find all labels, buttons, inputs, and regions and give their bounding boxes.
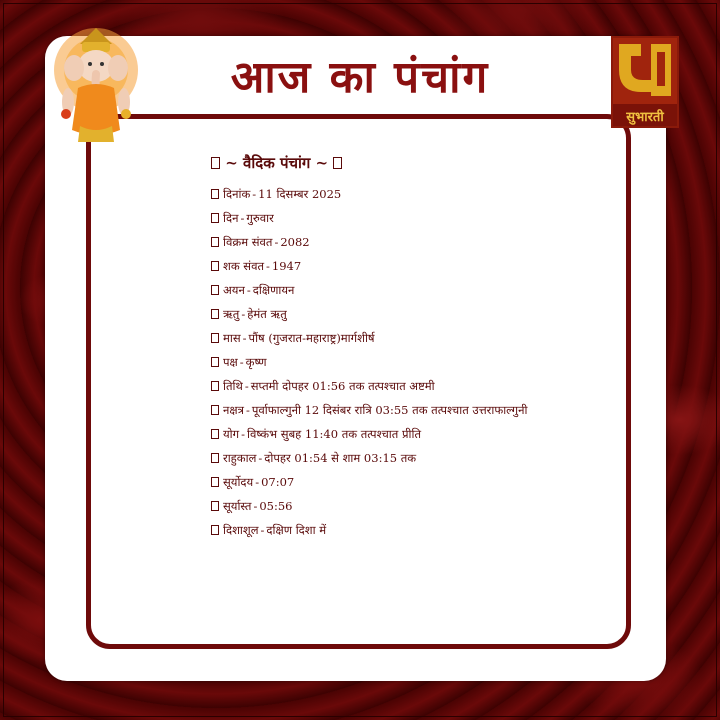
row-label: अयन (223, 283, 245, 297)
row-label: योग (223, 427, 240, 441)
row-separator: - (260, 523, 265, 537)
row-label: शक संवत (223, 259, 265, 273)
row-separator: - (255, 475, 260, 489)
row-label: तिथि (223, 379, 243, 393)
panchang-content (211, 152, 631, 542)
panchang-row (211, 182, 631, 206)
row-value: दक्षिणायन (252, 283, 295, 297)
bullet-icon (211, 381, 219, 391)
row-label: पक्ष (223, 355, 238, 369)
row-separator: - (266, 259, 270, 273)
bullet-icon (211, 405, 219, 415)
bullet-icon (211, 525, 219, 535)
row-value: गुरुवार (246, 211, 274, 225)
row-separator: - (253, 499, 258, 513)
bullet-icon (211, 453, 219, 463)
row-separator: - (240, 211, 245, 225)
row-label: सूर्यास्त (223, 499, 252, 513)
row-value: 1947 (271, 259, 302, 273)
panchang-row (211, 206, 631, 230)
panchang-row (211, 350, 631, 374)
row-label: दिनांक (223, 187, 251, 201)
bullet-icon (211, 213, 219, 223)
row-value: दोपहर 01:54 से शाम 03:15 तक (264, 451, 417, 465)
row-separator: - (246, 283, 251, 297)
row-value: पौंष (गुजरात-महाराष्ट्र)मार्गशीर्ष (248, 331, 375, 345)
bullet-icon (211, 285, 219, 295)
row-separator: - (242, 331, 247, 345)
panchang-row (211, 254, 631, 278)
panchang-row (211, 470, 631, 494)
panchang-row (211, 422, 631, 446)
ganesha-image (50, 22, 142, 144)
row-separator: - (244, 379, 249, 393)
row-value: 07:07 (261, 475, 295, 489)
bullet-icon (211, 189, 219, 199)
panchang-row (211, 230, 631, 254)
row-label: विक्रम संवत (223, 235, 273, 249)
row-value: सप्तमी दोपहर 01:56 तक तत्पश्चात अष्टमी (250, 379, 435, 393)
row-value: 11 दिसम्बर 2025 (258, 187, 342, 201)
row-label: राहुकाल (223, 451, 257, 465)
panchang-row (211, 374, 631, 398)
heading-text: ~ वैदिक पंचांग ~ (225, 154, 329, 172)
bullet-icon (211, 309, 219, 319)
panchang-row (211, 494, 631, 518)
row-separator: - (241, 427, 246, 441)
row-value: 05:56 (259, 499, 293, 513)
row-label: सूर्योदय (223, 475, 254, 489)
row-value: पूर्वाफाल्गुनी 12 दिसंबर रात्रि 03:55 तक तत्पश्चात उत्तराफाल्गुनी (251, 403, 528, 417)
bullet-icon (211, 157, 220, 169)
bullet-icon (211, 501, 219, 511)
row-separator: - (239, 355, 244, 369)
panchang-row (211, 326, 631, 350)
bullet-icon (211, 477, 219, 487)
row-separator: - (274, 235, 279, 249)
row-value: विष्कंभ सुबह 11:40 तक तत्पश्चात प्रीति (247, 427, 422, 441)
bullet-icon (211, 429, 219, 439)
row-label: ऋतु (223, 307, 240, 321)
panchang-row (211, 518, 631, 542)
row-label: मास (223, 331, 241, 345)
row-label: दिन (223, 211, 239, 225)
bullet-icon (333, 157, 342, 169)
panchang-row (211, 446, 631, 470)
row-label: दिशाशूल (223, 523, 259, 537)
bullet-icon (211, 357, 219, 367)
panchang-row (211, 398, 631, 422)
subharti-logo (611, 36, 679, 128)
row-label: नक्षत्र (223, 403, 244, 417)
logo-text: सुभारती (626, 110, 664, 125)
page-title: आज का पंचांग (230, 52, 490, 103)
row-value: कृष्ण (245, 355, 267, 369)
panchang-row (211, 278, 631, 302)
section-heading (211, 152, 631, 174)
row-value: दक्षिण दिशा में (266, 523, 327, 537)
row-separator: - (241, 307, 246, 321)
bullet-icon (211, 261, 219, 271)
bullet-icon (211, 333, 219, 343)
row-separator: - (252, 187, 257, 201)
row-separator: - (258, 451, 263, 465)
panchang-row (211, 302, 631, 326)
row-value: हेमंत ऋतु (247, 307, 287, 321)
row-separator: - (245, 403, 250, 417)
row-value: 2082 (280, 235, 310, 249)
bullet-icon (211, 237, 219, 247)
